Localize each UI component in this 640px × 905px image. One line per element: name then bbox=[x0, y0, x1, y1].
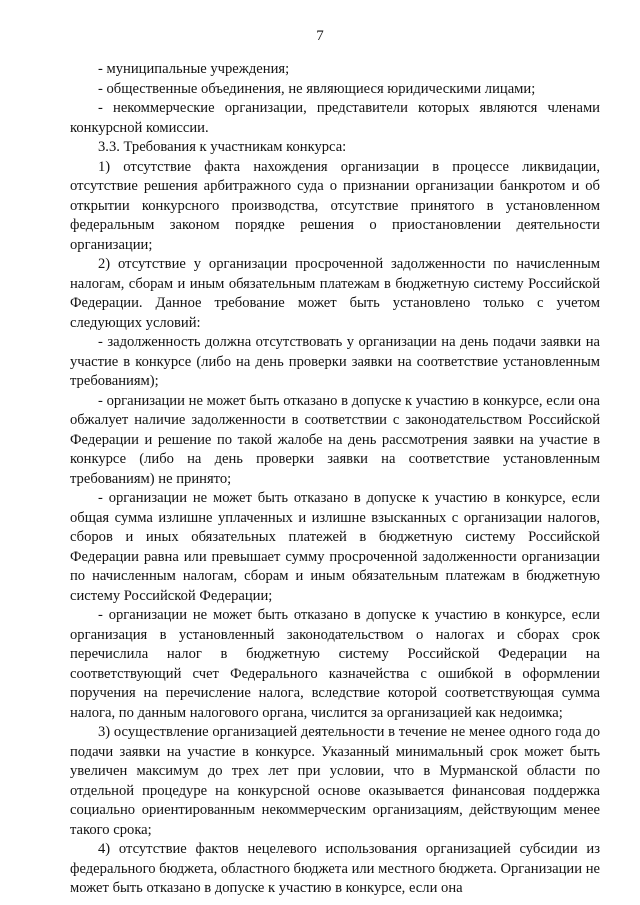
requirement-4-no-misuse-of-subsidy: 4) отсутствие фактов нецелевого использования организацией субсидии из федерального бюджета, областного бюджета или местного бюджета. Организации не может быть отказано в допуске к участию в конкурсе, если она bbox=[70, 841, 600, 896]
paragraph-municipal-institutions: - муниципальные учреждения; bbox=[98, 61, 290, 77]
paragraph-public-associations: - общественные объединения, не являющиеся юридическими лицами; bbox=[98, 80, 536, 97]
requirement-1-no-liquidation: 1) отсутствие факта нахождения организации в процессе ликвидации, отсутствие решения арбитражного суда о признании организации банкротом и об открытии конкурсного производства, отсутствие принятого в установленном федеральным законом порядке решения о приостановлении деятельности организации; bbox=[70, 158, 600, 253]
condition-no-debt-on-application-day: - задолженность должна отсутствовать у организации на день подачи заявки на участие в конкурсе (либо на день проверки заявки на соответствие установленным требованиям); bbox=[70, 334, 600, 389]
condition-debt-appealed: - организации не может быть отказано в допуске к участию в конкурсе, если она обжалует наличие задолженности в соответствии с законодательством Российской Федерации и решение по такой жалобе на день рассмотрения заявки на участие в конкурсе (либо на день проверки заявки на соответствие установленным требованиям) не принято; bbox=[70, 392, 600, 487]
page-number: 7 bbox=[316, 28, 324, 44]
paragraph-nonprofit-commission-members: - некоммерческие организации, представители которых являются членами конкурсной комиссии. bbox=[70, 100, 600, 136]
condition-overpayment-covers-debt: - организации не может быть отказано в допуске к участию в конкурсе, если общая сумма излишне уплаченных и излишне взысканных с организации налогов, сборов и иных обязательных платежей в бюджетную систему Российской Федерации равна или превышает сумму просроченной задолженности организации по начисленным налогам, сборам и иным обязательным платежам в бюджетную систему Российской Федерации; bbox=[70, 490, 600, 604]
section-heading-3-3: 3.3. Требования к участникам конкурса: bbox=[98, 139, 347, 155]
requirement-3-activity-duration: 3) осуществление организацией деятельности в течение не менее одного года до подачи заявки на участие в конкурсе. Указанный минимальный срок может быть увеличен максимум до трех лет при условии, что в Мурманской области по отдельной процедуре на конкурсной основе оказывается финансовая поддержка социально ориентированным некоммерческим организациям, действующим менее такого срока; bbox=[70, 724, 600, 838]
condition-payment-order-error: - организации не может быть отказано в допуске к участию в конкурсе, если организация в установленный законодательством о налогах и сборах срок перечислила налог в бюджетную систему Российской Федерации на соответствующий счет Федерального казначейства с ошибкой в оформлении поручения на перечисление налога, вследствие которой соответствующая сумма налога, по данным налогового органа, числится за организацией как недоимка; bbox=[70, 607, 600, 721]
document-body bbox=[70, 60, 600, 899]
requirement-2-no-tax-debt: 2) отсутствие у организации просроченной задолженности по начисленным налогам, сборам и иным обязательным платежам в бюджетную систему Российской Федерации. Данное требование может быть установлено только с учетом следующих условий: bbox=[70, 256, 600, 331]
